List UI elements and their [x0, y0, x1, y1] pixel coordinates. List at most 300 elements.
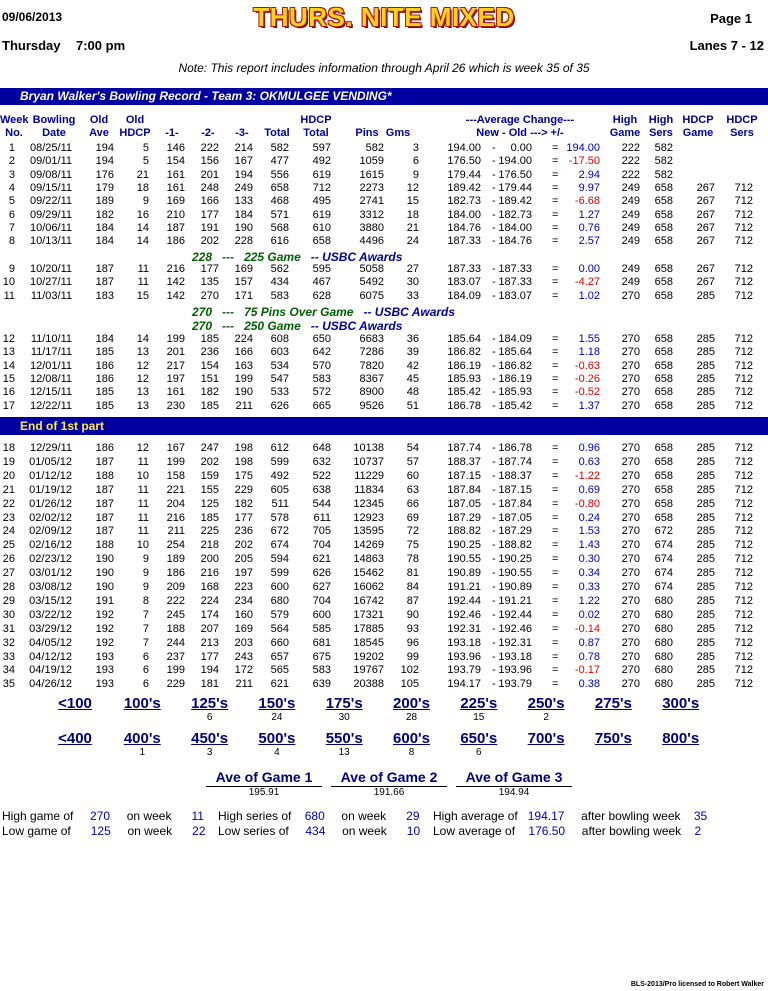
cell-hdcp-total: 704	[312, 595, 331, 607]
cell-high-sers: 658	[654, 360, 673, 372]
table-row	[0, 347, 768, 357]
cell-game2: 177	[200, 651, 219, 663]
cell-game2: 225	[200, 525, 219, 537]
cell-high-game: 270	[621, 553, 640, 565]
cell-high-game: 270	[621, 651, 640, 663]
license-footer: BLS-2013/Pro licensed to Robert Walker	[630, 981, 764, 988]
cell-change: 9.97	[578, 182, 600, 194]
cell-high-sers: 680	[654, 637, 673, 649]
cell-game1: 216	[166, 512, 185, 524]
cell-old-ave-prev: 179.44	[498, 182, 532, 194]
cell-gms: 99	[406, 651, 419, 663]
cell-hdcp-total: 628	[312, 290, 331, 302]
cell-hdcp-sers: 712	[734, 637, 753, 649]
page-number: Page 1	[710, 11, 752, 26]
cell-game3: 172	[234, 664, 253, 676]
equals-sign: =	[552, 182, 559, 194]
table-row	[0, 387, 768, 397]
cell-total: 612	[270, 442, 289, 454]
minus-sign: -	[492, 595, 496, 607]
ave-game-2: Ave of Game 2 191.66	[331, 769, 447, 799]
minus-sign: -	[492, 182, 496, 194]
cell-new-ave: 191.21	[447, 581, 481, 593]
cell-high-sers: 658	[654, 290, 673, 302]
minus-sign: -	[492, 456, 496, 468]
cell-high-game: 270	[621, 525, 640, 537]
equals-sign: =	[552, 235, 559, 247]
cell-old-ave-prev: 189.42	[498, 195, 532, 207]
cell-pins: 9526	[359, 400, 384, 412]
bucket-count	[583, 712, 643, 723]
minus-sign: -	[492, 195, 496, 207]
bucket-9	[651, 731, 711, 758]
col-hdcp-sers: HDCP Sers	[726, 114, 758, 139]
cell-high-sers: 658	[654, 346, 673, 358]
cell-total: 626	[270, 400, 289, 412]
cell-game1: 229	[166, 678, 185, 690]
cell-high-game: 249	[621, 222, 640, 234]
cell-hdcp-sers: 712	[734, 182, 753, 194]
cell-total: 492	[270, 470, 289, 482]
cell-game1: 222	[166, 595, 185, 607]
cell-hdcp-total: 597	[312, 142, 331, 154]
table-row	[0, 210, 768, 220]
cell-hdcp-sers: 712	[734, 346, 753, 358]
cell-new-ave: 184.00	[447, 209, 481, 221]
table-row	[0, 665, 768, 675]
cell-change: 1.43	[578, 539, 600, 551]
cell-pins: 5492	[359, 276, 384, 288]
equals-sign: =	[552, 155, 559, 167]
cell-pins: 14269	[353, 539, 384, 551]
cell-old-hdcp: 9	[142, 581, 149, 593]
cell-new-ave: 179.44	[447, 169, 481, 181]
cell-high-game: 270	[621, 373, 640, 385]
cell-game2: 222	[200, 142, 219, 154]
cell-new-ave: 187.33	[447, 263, 481, 275]
cell-pins: 11834	[354, 484, 384, 496]
table-row	[0, 264, 768, 274]
minus-sign: -	[492, 209, 496, 221]
minus-sign: -	[492, 235, 496, 247]
cell-old-ave-prev: 186.82	[498, 360, 532, 372]
cell-game3: 236	[234, 525, 253, 537]
cell-total: 605	[270, 484, 289, 496]
cell-week: 2	[8, 155, 15, 167]
cell-game2: 194	[200, 664, 219, 676]
cell-game3: 223	[234, 581, 253, 593]
cell-old-ave-prev: 185.42	[498, 400, 532, 412]
cell-gms: 60	[406, 470, 419, 482]
cell-old-ave: 187	[95, 484, 114, 496]
cell-total: 564	[270, 623, 289, 635]
cell-gms: 57	[406, 456, 419, 468]
cell-date: 10/13/11	[29, 235, 72, 247]
cell-pins: 582	[365, 142, 384, 154]
cell-week: 34	[2, 664, 15, 676]
bucket-count: 6	[206, 712, 213, 723]
cell-game1: 142	[166, 276, 185, 288]
bucket-count	[651, 712, 711, 723]
cell-old-hdcp: 11	[137, 498, 149, 510]
minus-sign: -	[492, 525, 496, 537]
minus-sign: -	[492, 263, 496, 275]
cell-game3: 243	[234, 651, 253, 663]
cell-high-sers: 672	[654, 525, 673, 537]
cell-old-ave: 186	[95, 373, 114, 385]
cell-hdcp-sers: 712	[734, 456, 753, 468]
cell-change: -0.17	[574, 664, 600, 676]
cell-change: 0.30	[578, 553, 600, 565]
cell-pins: 3880	[359, 222, 384, 234]
cell-hdcp-game: 267	[696, 235, 715, 247]
cell-old-hdcp: 6	[142, 678, 149, 690]
equals-sign: =	[552, 333, 559, 345]
cell-game2: 185	[200, 333, 219, 345]
cell-game2: 166	[200, 195, 219, 207]
cell-game2: 155	[200, 484, 219, 496]
table-row	[0, 457, 768, 467]
cell-change: -1.22	[574, 470, 600, 482]
cell-game2: 156	[200, 155, 219, 167]
cell-gms: 105	[400, 678, 419, 690]
cell-gms: 33	[406, 290, 419, 302]
cell-old-hdcp: 7	[142, 609, 149, 621]
cell-week: 31	[2, 623, 15, 635]
bucket-4	[314, 696, 374, 723]
cell-total: 562	[270, 263, 289, 275]
cell-old-ave: 188	[95, 539, 114, 551]
cell-new-ave: 190.89	[447, 567, 481, 579]
cell-change: -0.26	[574, 373, 600, 385]
equals-sign: =	[552, 512, 559, 524]
cell-hdcp-sers: 712	[734, 333, 753, 345]
minus-sign: -	[492, 581, 496, 593]
cell-game3: 234	[234, 595, 253, 607]
cell-game2: 182	[200, 386, 219, 398]
cell-hdcp-total: 570	[312, 360, 331, 372]
minus-sign: -	[492, 400, 496, 412]
cell-change: 0.63	[578, 456, 600, 468]
cell-old-ave-prev: 186.78	[498, 442, 532, 454]
cell-change: -0.52	[574, 386, 600, 398]
cell-old-hdcp: 16	[136, 209, 149, 221]
cell-high-sers: 658	[654, 442, 673, 454]
cell-old-ave-prev: 183.07	[498, 290, 532, 302]
cell-hdcp-game: 267	[696, 263, 715, 275]
cell-old-ave-prev: 188.37	[498, 470, 532, 482]
cell-hdcp-total: 642	[312, 346, 331, 358]
cell-game2: 216	[200, 567, 219, 579]
cell-hdcp-sers: 712	[734, 386, 753, 398]
cell-total: 571	[270, 209, 289, 221]
bucket-count: 30	[338, 712, 350, 723]
bucket-count	[651, 747, 711, 758]
cell-pins: 19202	[353, 651, 384, 663]
cell-week: 6	[8, 209, 15, 221]
cell-old-hdcp: 6	[142, 664, 149, 676]
cell-date: 10/20/11	[29, 263, 72, 275]
bucket-label: 175's	[325, 695, 363, 712]
cell-hdcp-sers: 712	[734, 290, 753, 302]
cell-hdcp-sers: 712	[734, 484, 753, 496]
cell-date: 01/19/12	[29, 484, 72, 496]
cell-game1: 245	[166, 609, 185, 621]
bucket-label: 800's	[662, 730, 700, 747]
cell-high-sers: 680	[654, 678, 673, 690]
minus-sign: -	[492, 623, 496, 635]
cell-game3: 197	[234, 567, 253, 579]
cell-date: 09/29/11	[29, 209, 72, 221]
equals-sign: =	[552, 400, 559, 412]
cell-gms: 102	[400, 664, 419, 676]
cell-new-ave: 189.42	[447, 182, 481, 194]
cell-hdcp-game: 285	[696, 664, 715, 676]
cell-change: 0.33	[578, 581, 600, 593]
cell-pins: 12345	[353, 498, 384, 510]
minus-sign: -	[492, 169, 496, 181]
cell-new-ave: 185.93	[447, 373, 481, 385]
minus-sign: -	[492, 484, 496, 496]
cell-change: 194.00	[566, 142, 600, 154]
equals-sign: =	[552, 209, 559, 221]
col-date: Bowling Date	[32, 114, 76, 139]
table-row	[0, 596, 768, 606]
minus-sign: -	[492, 498, 496, 510]
low-series-summary: Low series of 434 on week 10	[218, 824, 421, 838]
cell-old-hdcp: 10	[136, 470, 149, 482]
bucket-2	[180, 696, 240, 723]
table-row	[0, 236, 768, 246]
minus-sign: -	[492, 276, 496, 288]
cell-week: 15	[2, 373, 15, 385]
bucket-count: 8	[408, 747, 415, 758]
cell-week: 11	[3, 290, 15, 302]
report-note: Note: This report includes information through April 26 which is week 35 of 35	[178, 61, 590, 75]
cell-new-ave: 187.33	[447, 235, 481, 247]
cell-high-game: 270	[621, 470, 640, 482]
cell-old-ave: 179	[95, 182, 114, 194]
cell-hdcp-sers: 712	[734, 400, 753, 412]
cell-week: 14	[2, 360, 15, 372]
cell-high-sers: 658	[654, 235, 673, 247]
bucket-8	[583, 696, 643, 723]
minus-sign: -	[492, 373, 496, 385]
cell-total: 608	[270, 333, 289, 345]
cell-high-game: 270	[621, 678, 640, 690]
cell-change: 2.57	[578, 235, 600, 247]
cell-high-game: 270	[621, 442, 640, 454]
cell-old-ave: 183	[95, 290, 114, 302]
cell-gms: 3	[412, 142, 419, 154]
cell-old-ave: 191	[95, 595, 114, 607]
cell-high-game: 270	[621, 360, 640, 372]
cell-new-ave: 176.50	[447, 155, 481, 167]
cell-pins: 4496	[359, 235, 384, 247]
cell-gms: 48	[406, 386, 419, 398]
cell-date: 03/29/12	[29, 623, 72, 635]
award-75-pins-over: 270 --- 75 Pins Over Game -- USBC Awards	[192, 305, 456, 319]
equals-sign: =	[552, 360, 559, 372]
cell-new-ave: 190.55	[447, 553, 481, 565]
cell-gms: 24	[406, 235, 419, 247]
cell-old-ave-prev: 187.15	[498, 484, 532, 496]
cell-game3: 202	[234, 539, 253, 551]
cell-old-ave: 184	[95, 222, 114, 234]
cell-old-hdcp: 5	[142, 155, 149, 167]
cell-game3: 190	[234, 386, 253, 398]
cell-gms: 96	[406, 637, 419, 649]
cell-total: 599	[270, 567, 289, 579]
cell-old-ave-prev: 0.00	[510, 142, 532, 154]
cell-old-ave: 190	[95, 553, 114, 565]
cell-old-hdcp: 9	[142, 195, 149, 207]
cell-high-game: 270	[621, 456, 640, 468]
cell-hdcp-game: 267	[696, 209, 715, 221]
cell-pins: 7286	[359, 346, 384, 358]
cell-date: 01/26/12	[29, 498, 72, 510]
table-row	[0, 679, 768, 689]
cell-hdcp-sers: 712	[734, 651, 753, 663]
bucket-8	[583, 731, 643, 758]
bucket-label: 150's	[258, 695, 296, 712]
cell-change: 0.78	[578, 651, 600, 663]
bucket-label: 600's	[393, 730, 430, 747]
cell-hdcp-game: 285	[696, 290, 715, 302]
bucket-label: 250's	[527, 695, 565, 712]
col-gms: Gms	[385, 127, 411, 139]
cell-new-ave: 185.64	[447, 333, 481, 345]
cell-hdcp-game: 285	[696, 525, 715, 537]
cell-total: 600	[270, 581, 289, 593]
table-row	[0, 526, 768, 536]
cell-pins: 16742	[353, 595, 384, 607]
cell-week: 30	[2, 609, 15, 621]
cell-new-ave: 188.37	[447, 456, 481, 468]
cell-new-ave: 193.18	[447, 637, 481, 649]
cell-high-game: 222	[621, 142, 640, 154]
cell-date: 01/05/12	[29, 456, 72, 468]
cell-high-game: 270	[621, 581, 640, 593]
cell-hdcp-sers: 712	[734, 373, 753, 385]
cell-new-ave: 188.82	[447, 525, 481, 537]
cell-game1: 244	[166, 637, 185, 649]
cell-old-hdcp: 10	[136, 539, 149, 551]
cell-old-hdcp: 9	[142, 567, 149, 579]
cell-hdcp-game: 285	[696, 637, 715, 649]
cell-hdcp-total: 544	[312, 498, 331, 510]
cell-gms: 36	[406, 333, 419, 345]
cell-old-ave-prev: 187.33	[498, 276, 532, 288]
cell-game3: 194	[234, 169, 253, 181]
table-row	[0, 540, 768, 550]
cell-old-ave: 190	[95, 581, 114, 593]
cell-game2: 200	[200, 553, 219, 565]
cell-date: 09/15/11	[29, 182, 72, 194]
cell-game3: 198	[234, 442, 253, 454]
cell-pins: 6075	[359, 290, 384, 302]
cell-week: 17	[2, 400, 15, 412]
cell-old-ave: 192	[95, 609, 114, 621]
cell-hdcp-total: 665	[312, 400, 331, 412]
bucket-label: 700's	[527, 730, 565, 747]
cell-change: 1.37	[578, 400, 600, 412]
cell-week: 10	[2, 276, 15, 288]
equals-sign: =	[552, 195, 559, 207]
cell-hdcp-sers: 712	[734, 360, 753, 372]
high-series-summary: High series of 680 on week 29	[218, 809, 420, 823]
cell-total: 616	[270, 235, 289, 247]
cell-total: 680	[270, 595, 289, 607]
bucket-6	[449, 696, 509, 723]
cell-new-ave: 186.82	[447, 346, 481, 358]
minus-sign: -	[492, 470, 496, 482]
cell-high-sers: 658	[654, 263, 673, 275]
cell-week: 12	[2, 333, 15, 345]
col-week: Week No.	[0, 114, 29, 139]
cell-week: 23	[2, 512, 15, 524]
bucket-count	[516, 747, 576, 758]
bucket-9	[651, 696, 711, 723]
table-row	[0, 401, 768, 411]
cell-game1: 211	[167, 525, 185, 537]
cell-new-ave: 192.31	[447, 623, 481, 635]
cell-hdcp-total: 638	[312, 484, 331, 496]
cell-game2: 177	[200, 263, 219, 275]
cell-old-ave-prev: 187.84	[498, 498, 532, 510]
cell-old-hdcp: 12	[136, 360, 149, 372]
cell-high-sers: 674	[654, 581, 673, 593]
cell-game3: 198	[234, 456, 253, 468]
cell-old-hdcp: 11	[137, 456, 149, 468]
cell-pins: 17321	[353, 609, 384, 621]
cell-gms: 30	[406, 276, 419, 288]
cell-old-ave: 182	[95, 209, 114, 221]
cell-total: 594	[270, 553, 289, 565]
equals-sign: =	[552, 484, 559, 496]
cell-hdcp-total: 495	[312, 195, 331, 207]
cell-new-ave: 190.25	[447, 539, 481, 551]
cell-date: 03/01/12	[29, 567, 72, 579]
cell-old-hdcp: 15	[136, 290, 149, 302]
cell-gms: 78	[406, 553, 419, 565]
cell-hdcp-total: 522	[312, 470, 331, 482]
bucket-4	[314, 731, 374, 758]
report-date: 09/06/2013	[2, 10, 63, 24]
cell-gms: 75	[406, 539, 419, 551]
cell-week: 16	[2, 386, 15, 398]
cell-old-ave-prev: 193.96	[498, 664, 532, 676]
col-hdcp-total: HDCP Total	[300, 114, 332, 139]
bucket-label: <100	[58, 695, 92, 712]
cell-game2: 151	[200, 373, 219, 385]
cell-pins: 18545	[353, 637, 384, 649]
cell-gms: 21	[406, 222, 419, 234]
cell-game3: 169	[234, 263, 253, 275]
cell-hdcp-game: 267	[696, 182, 715, 194]
cell-old-ave: 193	[95, 678, 114, 690]
cell-hdcp-game: 267	[696, 222, 715, 234]
cell-high-sers: 658	[654, 386, 673, 398]
cell-pins: 20388	[353, 678, 384, 690]
equals-sign: =	[552, 263, 559, 275]
cell-game3: 169	[234, 623, 253, 635]
table-row	[0, 170, 768, 180]
cell-old-ave-prev: 187.29	[498, 525, 532, 537]
cell-week: 9	[8, 263, 15, 275]
equals-sign: =	[552, 386, 559, 398]
cell-week: 13	[2, 346, 15, 358]
